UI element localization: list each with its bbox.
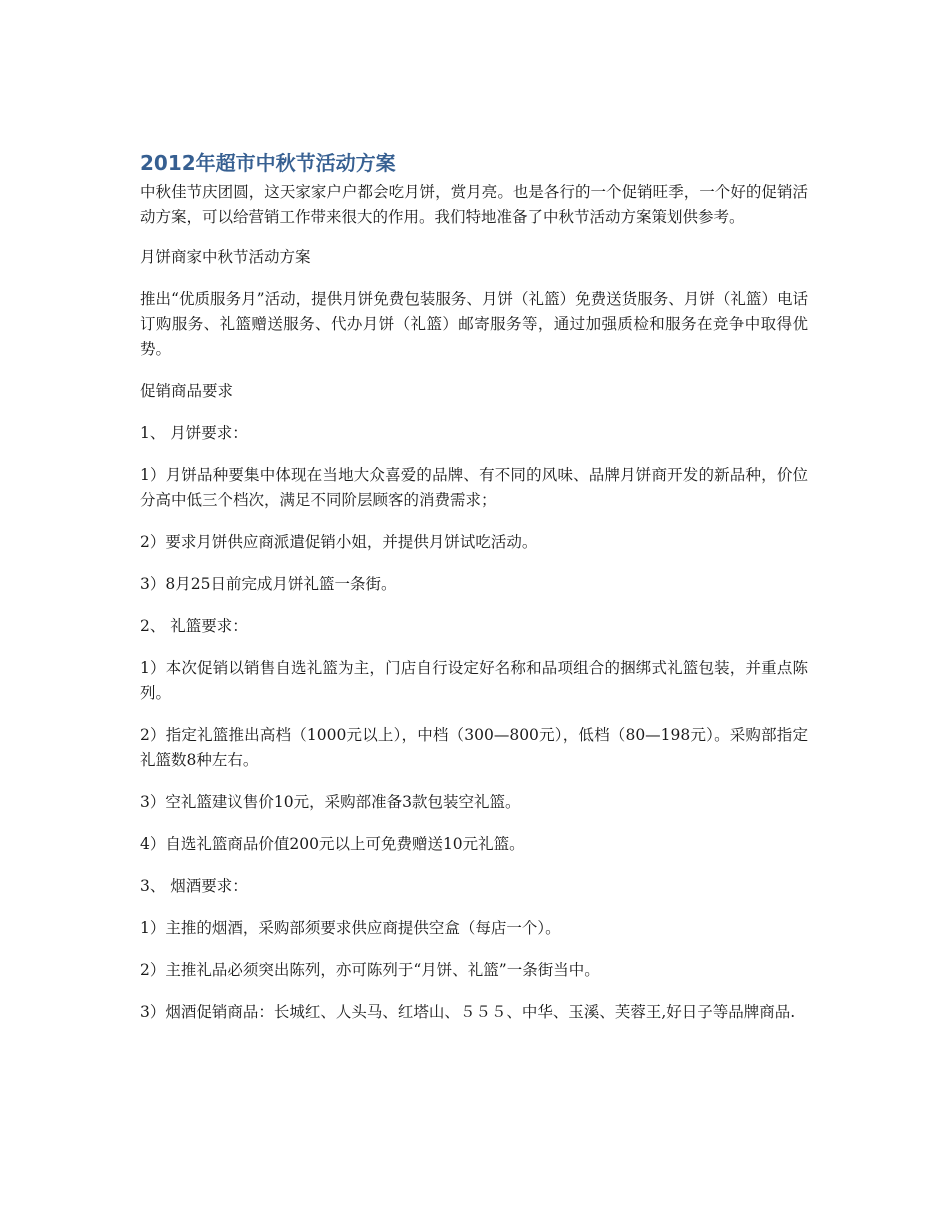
document-title: 2012年超市中秋节活动方案 xyxy=(140,151,396,175)
document-body xyxy=(140,148,808,1042)
section-heading-tobacco-wine: 3、 烟酒要求： xyxy=(140,877,248,895)
paragraph-heading-merchant-plan: 月饼商家中秋节活动方案 xyxy=(140,248,311,266)
list-item-tobacco-2: 2）主推礼品必须突出陈列，亦可陈列于“月饼、礼篮”一条街当中。 xyxy=(140,961,600,979)
section-heading-mooncake: 1、 月饼要求： xyxy=(140,424,248,442)
list-item-basket-4: 4）自选礼篮商品价值200元以上可免费赠送10元礼篮。 xyxy=(140,835,525,853)
list-item-basket-2: 2）指定礼篮推出高档（1000元以上），中档（300—800元），低档（80—198元）。采购部指定礼篮数8种左右。 xyxy=(140,726,808,769)
list-item-mooncake-3: 3）8月25日前完成月饼礼篮一条街。 xyxy=(140,575,397,593)
list-item-tobacco-3: 3）烟酒促销商品：长城红、人头马、红塔山、５５５、中华、玉溪、芙蓉王,好日子等品牌商品. xyxy=(140,1003,796,1021)
list-item-basket-1: 1）本次促销以销售自选礼篮为主，门店自行设定好名称和品项组合的捆绑式礼篮包装，并重点陈列。 xyxy=(140,659,808,702)
list-item-mooncake-2: 2）要求月饼供应商派遣促销小姐，并提供月饼试吃活动。 xyxy=(140,533,538,551)
section-heading-gift-basket: 2、 礼篮要求： xyxy=(140,617,248,635)
paragraph-service-month: 推出“优质服务月”活动，提供月饼免费包装服务、月饼（礼篮）免费送货服务、月饼（礼篮）电话订购服务、礼篮赠送服务、代办月饼（礼篮）邮寄服务等，通过加强质检和服务在竞争中取得优势。 xyxy=(140,290,808,358)
paragraph-heading-product-requirements: 促销商品要求 xyxy=(140,382,234,400)
list-item-tobacco-1: 1）主推的烟酒，采购部须要求供应商提供空盒（每店一个）。 xyxy=(140,919,561,937)
list-item-basket-3: 3）空礼篮建议售价10元，采购部准备3款包装空礼篮。 xyxy=(140,793,521,811)
list-item-mooncake-1: 1）月饼品种要集中体现在当地大众喜爱的品牌、有不同的风味、品牌月饼商开发的新品种，价位分高中低三个档次，满足不同阶层顾客的消费需求； xyxy=(140,466,808,509)
paragraph-intro: 中秋佳节庆团圆，这天家家户户都会吃月饼，赏月亮。也是各行的一个促销旺季，一个好的促销活动方案，可以给营销工作带来很大的作用。我们特地准备了中秋节活动方案策划供参考。 xyxy=(140,183,808,226)
